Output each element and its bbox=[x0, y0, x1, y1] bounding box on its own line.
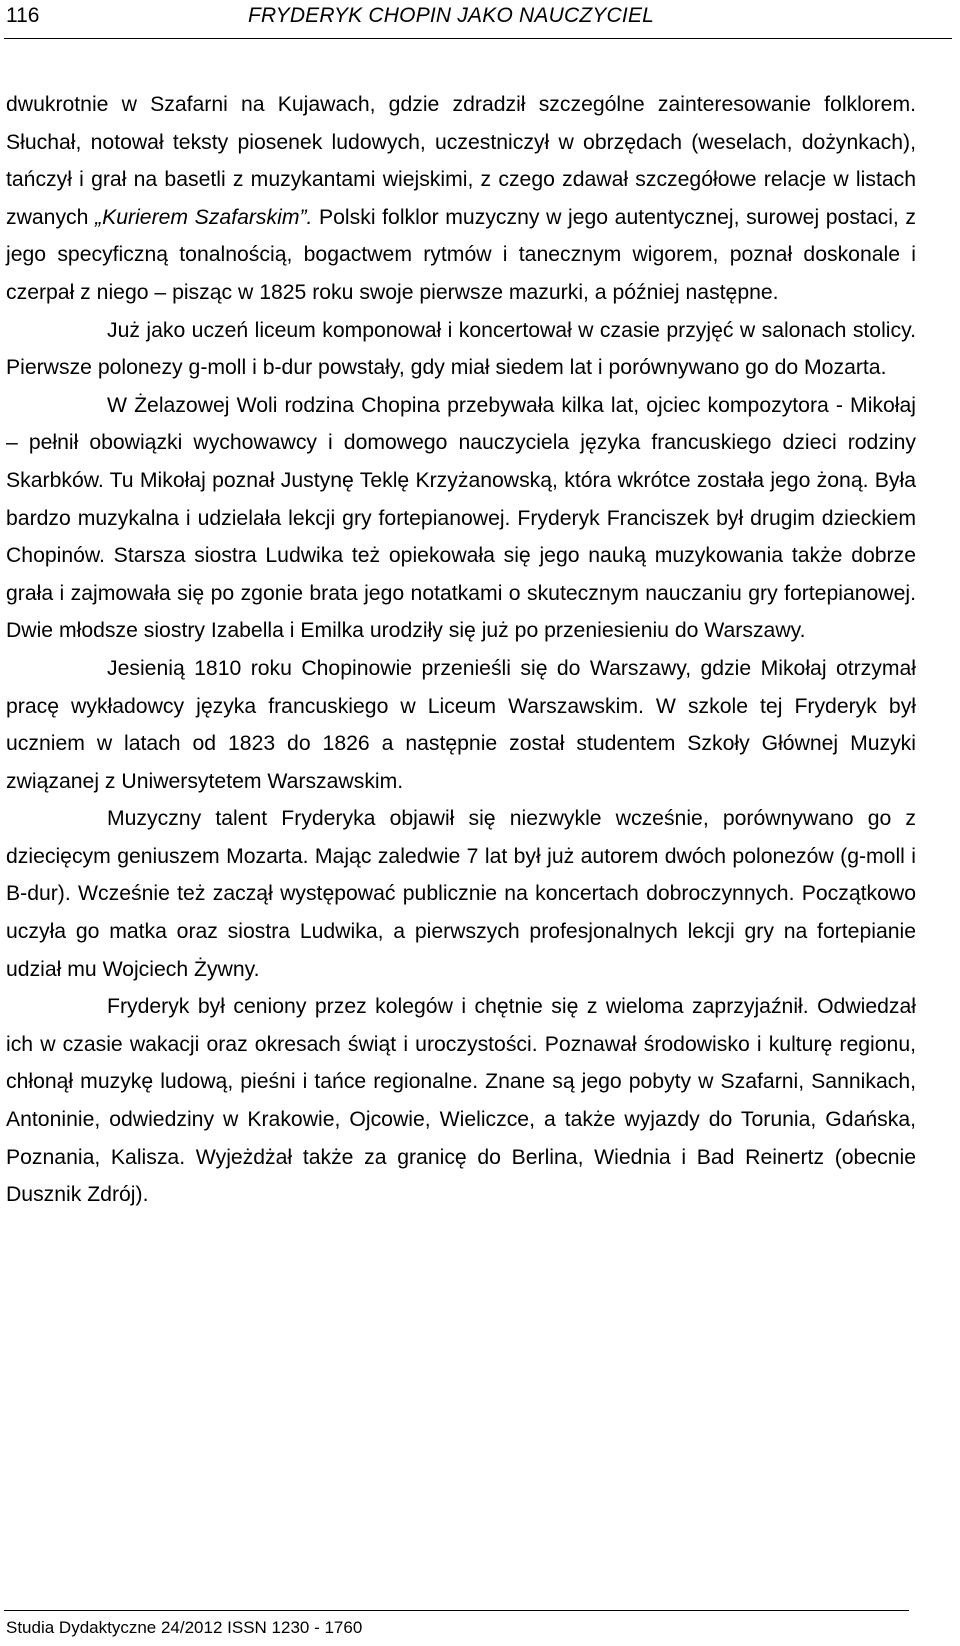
paragraph-5: Muzyczny talent Fryderyka objawił się niezwykle wcześnie, porównywano go z dziecięcym geniuszem Mozarta. Mając zaledwie 7 lat był już autorem dwóch polonezów (g-moll i B-dur). Wcześnie też zaczął występować publicznie na koncertach dobroczynnych. Początkowo uczyła go matka oraz siostra Ludwika, a pierwszych profesjonalnych lekcji gry na fortepianie udział mu Wojciech Żywny. bbox=[6, 807, 916, 981]
running-title: FRYDERYK CHOPIN JAKO NAUCZYCIEL bbox=[248, 4, 655, 27]
paragraph-2: Już jako uczeń liceum komponował i koncertował w czasie przyjęć w salonach stolicy. Pierwsze polonezy g-moll i b-dur powstały, gdy miał siedem lat i porównywano go do Mozarta. bbox=[6, 318, 916, 380]
paragraph-1 bbox=[6, 86, 916, 312]
paragraph-1-text-a: dwukrotnie w Szafarni na Kujawach, gdzie zdradził szczególne zainteresowanie folklorem. Słuchał, notował teksty piosenek ludowych, uczestniczył w obrzędach (weselach, dożynkach), tańczył i grał na basetli z muzykantami wiejskimi, z czego zdawał szczegółowe relacje w listach zwanych bbox=[6, 93, 916, 229]
running-header bbox=[4, 0, 952, 39]
footer-rule bbox=[4, 1610, 909, 1611]
paragraph-1-text-b: Polski folklor muzyczny w jego autentycznej, surowej postaci, z jego specyficzną tonalnością, bogactwem rytmów i tanecznym wigorem, poznał doskonale i czerpał z niego – pisząc w 1825 roku swoje pierwsze mazurki, a później następne. bbox=[6, 205, 916, 304]
page-number: 116 bbox=[6, 4, 40, 27]
paragraph-4: Jesienią 1810 roku Chopinowie przenieśli się do Warszawy, gdzie Mikołaj otrzymał pracę wykładowcy języka francuskiego w Liceum Warszawskim. W szkole tej Fryderyk był uczniem w latach od 1823 do 1826 a następnie został studentem Szkoły Głównej Muzyki związanej z Uniwersytetem Warszawskim. bbox=[6, 656, 916, 793]
paragraph-6: Fryderyk był ceniony przez kolegów i chętnie się z wieloma zaprzyjaźnił. Odwiedzał ich w czasie wakacji oraz okresach świąt i uroczystości. Poznawał środowisko i kulturę regionu, chłonął muzykę ludową, pieśni i tańce regionalne. Znane są jego pobyty w Szafarni, Sannikach, Antoninie, odwiedziny w Krakowie, Ojcowie, Wieliczce, a także wyjazdy do Torunia, Gdańska, Poznania, Kalisza. Wyjeżdżał także za granicę do Berlina, Wiednia i Bad Reinertz (obecnie Dusznik Zdrój). bbox=[6, 995, 916, 1207]
kurier-szafarski-title: „Kurierem Szafarskim”. bbox=[95, 205, 313, 229]
paragraph-3: W Żelazowej Woli rodzina Chopina przebywała kilka lat, ojciec kompozytora - Mikołaj – pełnił obowiązki wychowawcy i domowego nauczyciela języka francuskiego dzieci rodziny Skarbków. Tu Mikołaj poznał Justynę Teklę Krzyżanowską, która wkrótce została jego żoną. Była bardzo muzykalna i udzielała lekcji gry fortepianowej. Fryderyk Franciszek był drugim dzieckiem Chopinów. Starsza siostra Ludwika też opiekowała się jego nauką muzykowania także dobrze grała i zajmowała się po zgonie brata jego notatkami o skutecznym nauczaniu gry fortepianowej. Dwie młodsze siostry Izabella i Emilka urodziły się już po przeniesieniu do Warszawy. bbox=[6, 393, 916, 643]
journal-citation: Studia Dydaktyczne 24/2012 ISSN 1230 - 1760 bbox=[6, 1618, 363, 1637]
body-text bbox=[6, 86, 916, 1214]
running-footer bbox=[0, 1610, 960, 1646]
